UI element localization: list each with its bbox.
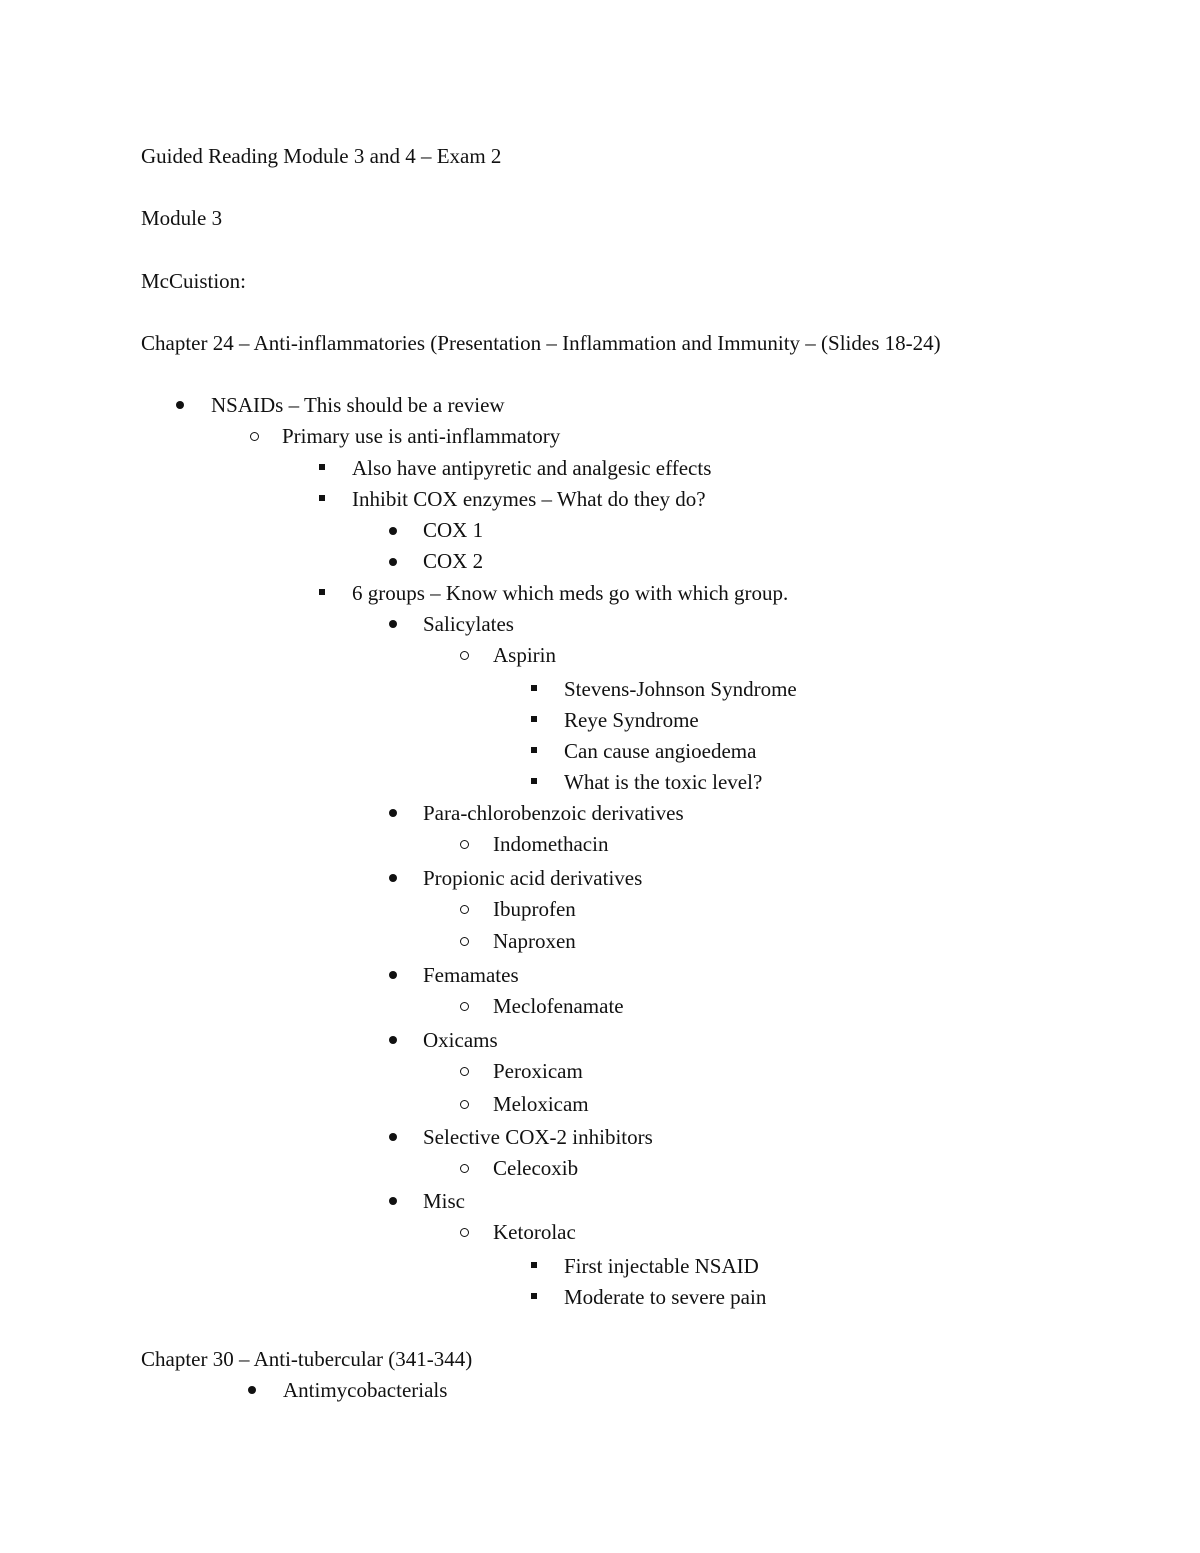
list-item: 6 groups – Know which meds go with which group. — [352, 581, 789, 605]
list-item: Antimycobacterials — [283, 1378, 448, 1402]
bullet-square-icon — [319, 495, 325, 501]
list-item: Indomethacin — [493, 832, 609, 856]
list-item: Oxicams — [423, 1028, 498, 1052]
list-item: Propionic acid derivatives — [423, 866, 643, 890]
list-item: Para-chlorobenzoic derivatives — [423, 801, 684, 825]
list-item: First injectable NSAID — [564, 1254, 759, 1278]
list-item: Ibuprofen — [493, 897, 576, 921]
list-item: NSAIDs – This should be a review — [211, 393, 505, 417]
module-heading: Module 3 — [141, 206, 223, 230]
list-item: Selective COX-2 inhibitors — [423, 1125, 653, 1149]
list-item: Can cause angioedema — [564, 739, 757, 763]
list-item: COX 2 — [423, 549, 484, 573]
bullet-circle-icon — [460, 840, 469, 849]
list-item: Stevens-Johnson Syndrome — [564, 677, 797, 701]
bullet-dot-icon — [389, 1197, 397, 1205]
bullet-dot-icon — [389, 809, 397, 817]
bullet-dot-icon — [176, 401, 184, 409]
bullet-square-icon — [531, 685, 537, 691]
bullet-square-icon — [531, 1262, 537, 1268]
list-item: Ketorolac — [493, 1220, 576, 1244]
bullet-square-icon — [531, 716, 537, 722]
list-item: COX 1 — [423, 518, 484, 542]
chapter-30-heading: Chapter 30 – Anti-tubercular (341-344) — [141, 1347, 473, 1371]
list-item: Misc — [423, 1189, 465, 1213]
list-item: Meclofenamate — [493, 994, 624, 1018]
list-item: Salicylates — [423, 612, 514, 636]
bullet-circle-icon — [460, 905, 469, 914]
bullet-circle-icon — [460, 1067, 469, 1076]
list-item: Femamates — [423, 963, 519, 987]
bullet-dot-icon — [389, 620, 397, 628]
list-item: Naproxen — [493, 929, 576, 953]
list-item: What is the toxic level? — [564, 770, 763, 794]
bullet-circle-icon — [460, 1100, 469, 1109]
list-item: Inhibit COX enzymes – What do they do? — [352, 487, 706, 511]
bullet-circle-icon — [460, 1002, 469, 1011]
bullet-square-icon — [319, 464, 325, 470]
list-item: Aspirin — [493, 643, 556, 667]
bullet-circle-icon — [460, 651, 469, 660]
bullet-dot-icon — [389, 971, 397, 979]
list-item: Peroxicam — [493, 1059, 583, 1083]
list-item: Meloxicam — [493, 1092, 589, 1116]
bullet-dot-icon — [389, 558, 397, 566]
bullet-circle-icon — [460, 937, 469, 946]
list-item: Celecoxib — [493, 1156, 579, 1180]
bullet-dot-icon — [389, 874, 397, 882]
chapter-24-heading: Chapter 24 – Anti-inflammatories (Presentation – Inflammation and Immunity – (Slides 18-24) — [141, 331, 941, 355]
bullet-square-icon — [531, 778, 537, 784]
list-item: Reye Syndrome — [564, 708, 699, 732]
bullet-circle-icon — [460, 1164, 469, 1173]
bullet-square-icon — [531, 747, 537, 753]
source-label: McCuistion: — [141, 269, 247, 293]
bullet-square-icon — [531, 1293, 537, 1299]
list-item: Also have antipyretic and analgesic effects — [352, 456, 712, 480]
bullet-dot-icon — [389, 1133, 397, 1141]
bullet-dot-icon — [389, 1036, 397, 1044]
bullet-dot-icon — [389, 527, 397, 535]
bullet-dot-icon — [248, 1386, 256, 1394]
bullet-square-icon — [319, 589, 325, 595]
bullet-circle-icon — [250, 432, 259, 441]
bullet-circle-icon — [460, 1228, 469, 1237]
document-title: Guided Reading Module 3 and 4 – Exam 2 — [141, 144, 502, 168]
list-item: Moderate to severe pain — [564, 1285, 767, 1309]
list-item: Primary use is anti-inflammatory — [282, 424, 561, 448]
